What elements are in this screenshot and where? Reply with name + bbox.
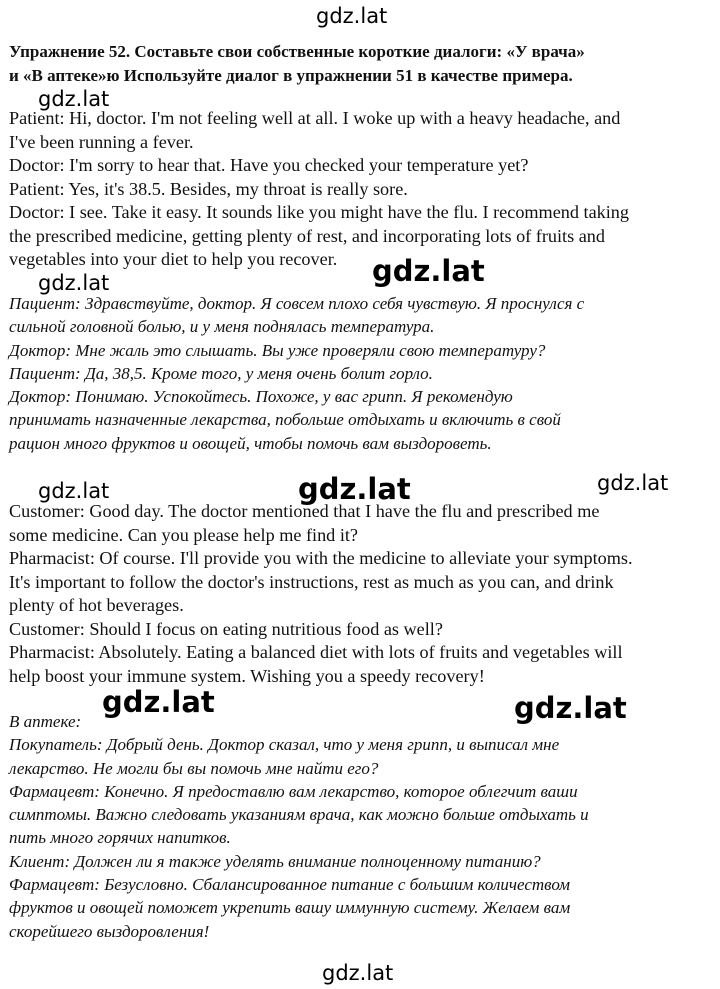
dialogue-line: some medicine. Can you please help me find it?: [9, 524, 358, 545]
watermark: gdz.lat: [322, 961, 394, 985]
watermark: gdz.lat: [514, 691, 627, 725]
dialogue-line: пить много горячих напитков.: [9, 828, 231, 848]
dialogue-line: I've been running a fever.: [9, 131, 194, 152]
doctor-dialogue-english: [9, 107, 715, 272]
pharmacy-dialogue-english: [9, 500, 715, 688]
watermark: gdz.lat: [372, 254, 485, 288]
watermark: gdz.lat: [38, 271, 110, 295]
watermark: gdz.lat: [38, 87, 110, 111]
dialogue-line: фруктов и овощей поможет укрепить вашу иммунную систему. Желаем вам: [9, 898, 571, 918]
dialogue-line: Клиент: Должен ли я также уделять внимание полноценному питанию?: [9, 851, 541, 871]
dialogue-line: Pharmacist: Of course. I'll provide you with the medicine to alleviate your symptoms.: [9, 548, 633, 568]
watermark: gdz.lat: [298, 472, 411, 506]
dialogue-line: plenty of hot beverages.: [9, 595, 184, 615]
watermark: gdz.lat: [597, 471, 669, 495]
section-heading: В аптеке:: [9, 712, 82, 731]
dialogue-line: Pharmacist: Absolutely. Eating a balanced diet with lots of fruits and vegetables will: [9, 642, 623, 662]
dialogue-line: лекарство. Не могли бы вы помочь мне найти его?: [9, 758, 379, 778]
dialogue-line: vegetables into your diet to help you recover.: [9, 249, 338, 269]
dialogue-line: симптомы. Важно следовать указаниям врача, как можно больше отдыхать и: [9, 805, 589, 825]
dialogue-line: the prescribed medicine, getting plenty of rest, and incorporating lots of fruits and: [9, 225, 605, 246]
dialogue-line: Patient: Hi, doctor. I'm not feeling well at all. I woke up with a heavy headache, and: [9, 108, 621, 128]
dialogue-line: рацион много фруктов и овощей, чтобы помочь вам выздороветь.: [9, 433, 492, 453]
dialogue-line: Покупатель: Добрый день. Доктор сказал, что у меня грипп, и выписал мне: [9, 735, 560, 755]
title-line: и «В аптеке»ю Используйте диалог в упражнении 51 в качестве примера.: [9, 65, 573, 85]
dialogue-line: Customer: Good day. The doctor mentioned that I have the flu and prescribed me: [9, 501, 600, 521]
dialogue-line: Patient: Yes, it's 38.5. Besides, my throat is really sore.: [9, 178, 408, 199]
title-line: Упражнение 52. Составьте свои собственные короткие диалоги: «У врача»: [9, 42, 585, 61]
watermark: gdz.lat: [38, 479, 110, 503]
dialogue-line: Doctor: I'm sorry to hear that. Have you checked your temperature yet?: [9, 155, 529, 175]
dialogue-line: Фармацевт: Конечно. Я предоставлю вам лекарство, которое облегчит ваши: [9, 781, 578, 801]
dialogue-line: Пациент: Здравствуйте, доктор. Я совсем плохо себя чувствую. Я проснулся с: [9, 294, 585, 313]
doctor-dialogue-russian: [9, 292, 715, 455]
dialogue-line: Пациент: Да, 38,5. Кроме того, у меня очень болит горло.: [9, 363, 433, 383]
dialogue-line: Доктор: Понимаю. Успокойтесь. Похоже, у вас грипп. Я рекомендую: [9, 387, 513, 407]
dialogue-line: It's important to follow the doctor's instructions, rest as much as you can, and drink: [9, 571, 614, 592]
dialogue-line: принимать назначенные лекарства, побольше отдыхать и включить в свой: [9, 410, 561, 430]
exercise-title: [9, 40, 709, 87]
dialogue-line: сильной головной болью, и у меня поднялась температура.: [9, 317, 435, 337]
dialogue-line: help boost your immune system. Wishing you a speedy recovery!: [9, 665, 485, 686]
dialogue-line: Фармацевт: Безусловно. Сбалансированное питание с большим количеством: [9, 875, 571, 895]
pharmacy-dialogue-russian: [9, 710, 715, 943]
dialogue-line: Doctor: I see. Take it easy. It sounds like you might have the flu. I recommend taking: [9, 202, 629, 222]
watermark: gdz.lat: [102, 685, 215, 719]
dialogue-line: скорейшего выздоровления!: [9, 921, 210, 941]
watermark: gdz.lat: [316, 4, 388, 28]
dialogue-line: Customer: Should I focus on eating nutritious food as well?: [9, 618, 443, 639]
dialogue-line: Доктор: Мне жаль это слышать. Вы уже проверяли свою температуру?: [9, 340, 546, 360]
